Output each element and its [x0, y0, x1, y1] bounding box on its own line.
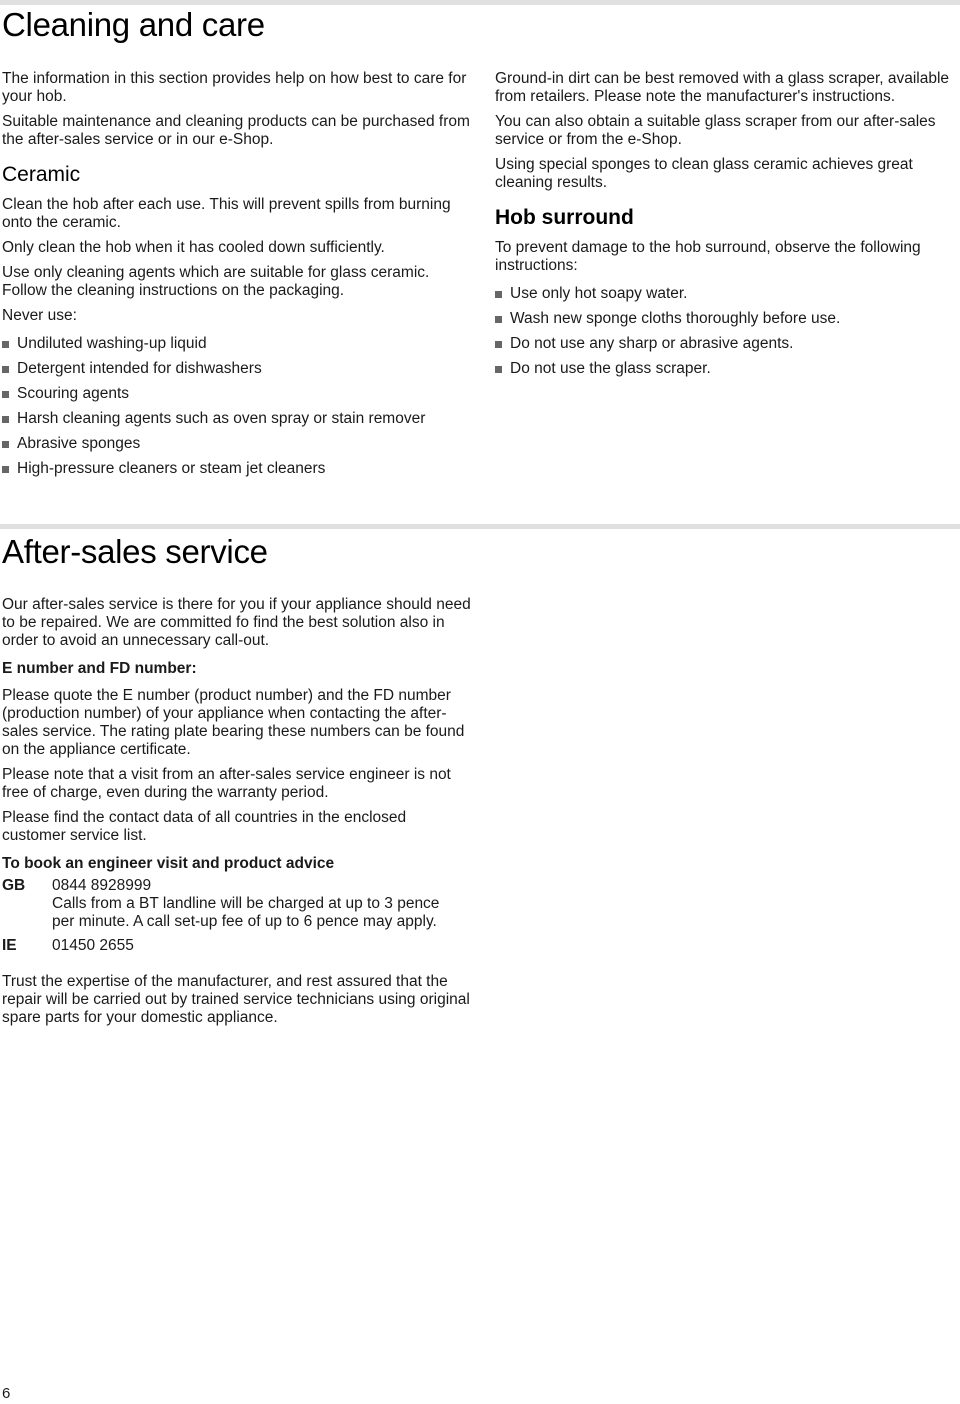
list-item: Wash new sponge cloths thoroughly before use.: [495, 310, 955, 328]
glass-scraper-paragraph: Ground-in dirt can be best removed with a glass scraper, available from retailers. Please note the manufacturer's instructions.: [495, 70, 950, 105]
never-use-list: [2, 335, 472, 478]
phone-details-gb: [52, 877, 452, 931]
after-sales-column: [2, 596, 472, 1034]
cleaning-right-column: [495, 70, 955, 385]
intro-paragraph-1: The information in this section provides help on how best to care for your hob.: [2, 70, 467, 105]
book-engineer-heading: To book an engineer visit and product advice: [2, 855, 335, 872]
intro-paragraph-2: Suitable maintenance and cleaning products can be purchased from the after-sales service or in our e-Shop.: [2, 113, 470, 148]
ceramic-heading: Ceramic: [2, 163, 81, 186]
special-sponges-paragraph: Using special sponges to clean glass ceramic achieves great cleaning results.: [495, 156, 913, 191]
list-item: Do not use the glass scraper.: [495, 360, 955, 378]
country-code-ie: IE: [2, 937, 17, 954]
after-sales-paragraph-1: Our after-sales service is there for you if your appliance should need to be repaired. We are committed fo find the best solution also in order to avoid an unnecessary call-out.: [2, 596, 471, 649]
hob-surround-list: [495, 285, 955, 378]
list-item: Undiluted washing-up liquid: [2, 335, 472, 353]
list-item: Scouring agents: [2, 385, 472, 403]
page-title-after-sales: After-sales service: [2, 533, 268, 570]
ceramic-paragraph-1: Clean the hob after each use. This will prevent spills from burning onto the ceramic.: [2, 196, 451, 231]
ceramic-paragraph-3: Use only cleaning agents which are suitable for glass ceramic. Follow the cleaning instructions on the packaging.: [2, 264, 430, 299]
list-item: Detergent intended for dishwashers: [2, 360, 472, 378]
phone-number-ie: 01450 2655: [52, 937, 134, 954]
cleaning-left-column: [2, 70, 472, 485]
list-item: Harsh cleaning agents such as oven spray or stain remover: [2, 410, 472, 428]
list-item: High-pressure cleaners or steam jet cleaners: [2, 460, 472, 478]
closing-paragraph: Trust the expertise of the manufacturer, and rest assured that the repair will be carried out by trained service technicians using original spare parts for your domestic appliance.: [2, 973, 470, 1026]
phone-number-gb: 0844 8928999: [52, 877, 152, 894]
page-title-cleaning: Cleaning and care: [2, 6, 265, 43]
phone-row-ie: [2, 937, 472, 955]
phone-note-gb: Calls from a BT landline will be charged at up to 3 pence per minute. A call set-up fee of up to 6 pence may apply.: [52, 895, 440, 930]
page-number: 6: [2, 1385, 11, 1402]
after-sales-paragraph-4: Please find the contact data of all countries in the enclosed customer service list.: [2, 809, 407, 844]
never-use-label: Never use:: [2, 307, 77, 324]
ceramic-paragraph-2: Only clean the hob when it has cooled down sufficiently.: [2, 239, 385, 256]
section-rule-top: [0, 0, 960, 5]
after-sales-paragraph-2: Please quote the E number (product number) and the FD number (production number) of your appliance when contacting the after-sales service. The rating plate bearing these numbers can be found on the appliance certificate.: [2, 687, 465, 758]
e-number-heading: E number and FD number:: [2, 660, 197, 677]
phone-row-gb: [2, 877, 472, 931]
after-sales-paragraph-3: Please note that a visit from an after-sales service engineer is not free of charge, even during the warranty period.: [2, 766, 451, 801]
list-item: Use only hot soapy water.: [495, 285, 955, 303]
hob-surround-intro: To prevent damage to the hob surround, observe the following instructions:: [495, 239, 921, 274]
list-item: Abrasive sponges: [2, 435, 472, 453]
country-code-gb: GB: [2, 877, 26, 894]
section-rule-after-sales: [0, 524, 960, 529]
eshop-scraper-paragraph: You can also obtain a suitable glass scraper from our after-sales service or from the e-Shop.: [495, 113, 936, 148]
list-item: Do not use any sharp or abrasive agents.: [495, 335, 955, 353]
hob-surround-heading: Hob surround: [495, 206, 634, 229]
